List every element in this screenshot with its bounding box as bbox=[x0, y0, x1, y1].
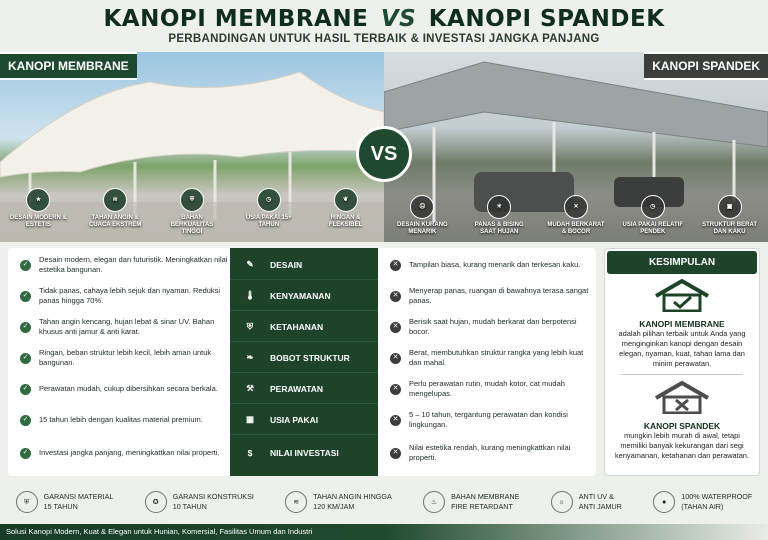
pro-cell bbox=[20, 255, 232, 275]
category-cell bbox=[230, 343, 378, 373]
x-icon: ✕ bbox=[390, 260, 401, 271]
pro-text: Ringan, beban struktur lebih kecil, lebih aman untuk bangunan. bbox=[39, 348, 212, 367]
divider bbox=[621, 374, 743, 375]
comparison-row bbox=[8, 438, 596, 468]
category-label: USIA PAKAI bbox=[270, 414, 319, 425]
clock-icon: ◷ bbox=[257, 188, 281, 212]
comparison-table bbox=[8, 248, 596, 476]
feature-line1: ANTI UV & bbox=[578, 492, 614, 501]
con-text: Berisik saat hujan, mudah berkarat dan berpotensi bocor. bbox=[409, 317, 577, 336]
shield-icon: ⛨ bbox=[16, 491, 38, 513]
feature-text bbox=[173, 492, 254, 512]
spandek-photo bbox=[384, 52, 768, 242]
category-cell bbox=[230, 312, 378, 342]
pro-text: Perawatan mudah, cukup dibersihkan secara berkala. bbox=[39, 384, 218, 393]
spandek-drawback bbox=[699, 195, 761, 236]
membrane-benefit bbox=[84, 188, 146, 236]
con-text: Tampilan biasa, kurang menarik dan terkesan kaku. bbox=[409, 260, 581, 269]
comparison-row bbox=[8, 281, 596, 311]
feature-item bbox=[551, 491, 622, 513]
con-cell bbox=[390, 410, 590, 430]
thermometer-icon: 🌡 bbox=[244, 290, 256, 300]
conclusion-spandek-name: KANOPI SPANDEK bbox=[643, 421, 721, 431]
money-icon: $ bbox=[247, 448, 253, 458]
title-vs: VS bbox=[380, 6, 417, 32]
pro-text: Desain modern, elegan dan futuristik. Meningkatkan nilai estetika bangunan. bbox=[39, 255, 228, 274]
pro-cell bbox=[20, 415, 232, 426]
header bbox=[0, 0, 768, 52]
spandek-drawback bbox=[468, 195, 530, 236]
feature-item bbox=[423, 491, 519, 513]
wrench-icon: ⚒ bbox=[246, 383, 254, 393]
con-cell bbox=[390, 379, 590, 399]
check-icon: ✓ bbox=[20, 260, 31, 271]
spandek-drawback bbox=[391, 195, 453, 236]
leaf-icon: ❧ bbox=[246, 352, 254, 362]
feature-line1: 100% WATERPROOF bbox=[681, 492, 753, 501]
feature-line2: ANTI JAMUR bbox=[578, 502, 622, 511]
pro-text: 15 tahun lebih dengan kualitas material premium. bbox=[39, 415, 203, 424]
membrane-benefit bbox=[315, 188, 377, 236]
check-icon: ✓ bbox=[20, 384, 31, 395]
feature-item bbox=[285, 491, 392, 513]
category-label: DESAIN bbox=[270, 259, 303, 270]
drawback-label: STRUKTUR BERAT DAN KAKU bbox=[702, 222, 758, 235]
check-icon: ✓ bbox=[20, 291, 31, 302]
star-icon: ★ bbox=[26, 188, 50, 212]
pro-cell bbox=[20, 286, 232, 306]
comparison-row bbox=[8, 405, 596, 435]
feature-strip bbox=[0, 480, 768, 524]
x-icon: ✕ bbox=[390, 353, 401, 364]
drawback-label: PANAS & BISING SAAT HUJAN bbox=[474, 222, 524, 235]
check-icon: ✓ bbox=[20, 448, 31, 459]
badge-icon: ✪ bbox=[145, 491, 167, 513]
conclusion-box bbox=[604, 248, 760, 476]
pro-text: Tahan angin kencang, hujan lebat & sinar UV. Bahan khusus anti jamur & anti karat. bbox=[39, 317, 215, 336]
uv-icon: ☼ bbox=[551, 491, 573, 513]
pro-text: Tidak panas, cahaya lebih sejuk dan nyaman. Reduksi panas hingga 70%. bbox=[39, 286, 221, 305]
flame-icon: ♨ bbox=[423, 491, 445, 513]
con-text: 5 – 10 tahun, tergantung perawatan dan kondisi lingkungan. bbox=[409, 410, 568, 429]
spandek-drawback bbox=[545, 195, 607, 236]
sad-icon: ☹ bbox=[410, 195, 434, 219]
house-x-icon bbox=[652, 380, 712, 414]
feature-line1: GARANSI KONSTRUKSI bbox=[172, 492, 254, 501]
feature-text bbox=[451, 492, 519, 512]
membrane-benefit bbox=[7, 188, 69, 236]
category-label: PERAWATAN bbox=[270, 383, 324, 394]
category-label: NILAI INVESTASI bbox=[270, 448, 339, 458]
membrane-photo bbox=[0, 52, 384, 242]
comparison-row bbox=[8, 343, 596, 373]
spandek-tag: KANOPI SPANDEK bbox=[644, 52, 768, 80]
spandek-drawbacks bbox=[384, 195, 768, 236]
drawback-label: USIA PAKAI RELATIF PENDEK bbox=[622, 222, 684, 235]
drawback-label: DESAIN KURANG MENARIK bbox=[397, 222, 448, 235]
con-cell bbox=[390, 286, 590, 306]
page-title bbox=[0, 0, 768, 32]
category-label: KENYAMANAN bbox=[270, 290, 331, 301]
conclusion-membrane-name: KANOPI MEMBRANE bbox=[639, 319, 725, 329]
x-icon: ✕ bbox=[390, 384, 401, 395]
x-icon: ✕ bbox=[390, 415, 401, 426]
comparison-row bbox=[8, 312, 596, 342]
check-icon: ✓ bbox=[20, 322, 31, 333]
pro-text: Investasi jangka panjang, meningkattkan nilai properti. bbox=[39, 448, 220, 457]
drop-icon: ● bbox=[653, 491, 675, 513]
footer-tagline: Solusi Kanopi Modern, Kuat & Elegan untuk Hunian, Komersial, Fasilitas Umum dan Industri bbox=[0, 524, 768, 540]
check-icon: ✓ bbox=[20, 415, 31, 426]
pro-cell bbox=[20, 384, 232, 395]
con-cell bbox=[390, 348, 590, 368]
membrane-benefits bbox=[0, 188, 384, 236]
membrane-benefit bbox=[238, 188, 300, 236]
title-spandek: KANOPI SPANDEK bbox=[428, 6, 665, 32]
spandek-drawback bbox=[622, 195, 684, 236]
pro-cell bbox=[20, 317, 232, 337]
page-subtitle: PERBANDINGAN UNTUK HASIL TERBAIK & INVESTASI JANGKA PANJANG bbox=[168, 33, 600, 45]
x-icon: ✕ bbox=[390, 322, 401, 333]
benefit-label: RINGAN & FLEKSIBEL bbox=[328, 215, 363, 228]
benefit-label: USIA PAKAI 15+ TAHUN bbox=[245, 215, 292, 228]
category-cell bbox=[230, 374, 378, 404]
feature-item bbox=[145, 491, 254, 513]
house-check-icon bbox=[652, 278, 712, 312]
feature-text bbox=[44, 492, 114, 512]
calendar-icon: ▦ bbox=[245, 414, 255, 424]
category-cell bbox=[230, 250, 378, 280]
feature-text bbox=[313, 492, 392, 512]
pencil-icon: ✎ bbox=[246, 259, 254, 269]
feature-item bbox=[16, 491, 114, 513]
pro-cell bbox=[20, 348, 232, 368]
conclusion-heading: KESIMPULAN bbox=[607, 251, 757, 274]
benefit-label: DESAIN MODERN & ESTETIS bbox=[9, 215, 67, 228]
membrane-benefit bbox=[161, 188, 223, 236]
comparison-row bbox=[8, 250, 596, 280]
shield-icon: ⛨ bbox=[180, 188, 204, 212]
feature-line2: 120 KM/JAM bbox=[313, 502, 355, 511]
pro-cell bbox=[20, 448, 232, 459]
con-text: Berat, membutuhkan struktur rangka yang lebih kuat dan mahal. bbox=[409, 348, 584, 367]
shield-check-icon: ⛨ bbox=[246, 321, 254, 331]
feature-line2: 10 TAHUN bbox=[172, 502, 207, 511]
feature-text bbox=[579, 492, 622, 512]
feature-line2: (TAHAN AIR) bbox=[681, 502, 724, 511]
x-icon: ✕ bbox=[390, 448, 401, 459]
benefit-label: TAHAN ANGIN & CUACA EKSTREM bbox=[88, 215, 142, 228]
con-cell bbox=[390, 260, 590, 271]
wind-icon: ≋ bbox=[103, 188, 127, 212]
category-label: KETAHANAN bbox=[270, 321, 324, 332]
title-membrane: KANOPI MEMBRANE bbox=[103, 6, 369, 32]
feature-line2: 15 TAHUN bbox=[43, 502, 78, 511]
feature-item bbox=[653, 491, 752, 513]
vs-badge: VS bbox=[356, 126, 412, 182]
feature-text bbox=[681, 492, 752, 512]
category-cell bbox=[230, 405, 378, 435]
clock-icon: ◷ bbox=[641, 195, 665, 219]
comparison-row bbox=[8, 374, 596, 404]
check-icon: ✓ bbox=[20, 353, 31, 364]
wind-icon: ≋ bbox=[285, 491, 307, 513]
feature-line1: TAHAN ANGIN HINGGA bbox=[313, 492, 392, 501]
conclusion-membrane-text: adalah pilihan terbaik untuk Anda yang menginginkan kanopi dengan desain elegan, nyaman, kuat, tahan lama dan minim perawatan. bbox=[618, 329, 746, 368]
rust-icon: ✕ bbox=[564, 195, 588, 219]
drawback-label: MUDAH BERKARAT & BOCOR bbox=[547, 222, 605, 235]
category-cell bbox=[230, 281, 378, 311]
con-text: Perlu perawatan rutin, mudah kotor, cat mudah mengelupas. bbox=[409, 379, 565, 398]
feather-icon: ❦ bbox=[334, 188, 358, 212]
category-label: BOBOT STRUKTUR bbox=[270, 352, 350, 363]
weight-icon: ▣ bbox=[718, 195, 742, 219]
feature-line1: GARANSI MATERIAL bbox=[43, 492, 114, 501]
con-cell bbox=[390, 317, 590, 337]
membrane-tag: KANOPI MEMBRANE bbox=[0, 52, 137, 80]
feature-line2: FIRE RETARDANT bbox=[451, 502, 513, 511]
conclusion-spandek-text: mungkin lebih murah di awal, tetapi memiliki banyak kekurangan dari segi kenyamanan, ketahanan dan perawatan. bbox=[615, 431, 749, 460]
x-icon: ✕ bbox=[390, 291, 401, 302]
con-cell bbox=[390, 443, 590, 463]
con-text: Menyerap panas, ruangan di bawahnya terasa sangat panas. bbox=[409, 286, 589, 305]
feature-line1: BAHAN MEMBRANE bbox=[451, 492, 520, 501]
sun-icon: ☀ bbox=[487, 195, 511, 219]
category-cell bbox=[230, 438, 378, 468]
benefit-label: BAHAN BERKUALITAS TINGGI bbox=[170, 215, 214, 235]
con-text: Nilai estetika rendah, kurang meningkattkan nilai properti. bbox=[409, 443, 571, 462]
